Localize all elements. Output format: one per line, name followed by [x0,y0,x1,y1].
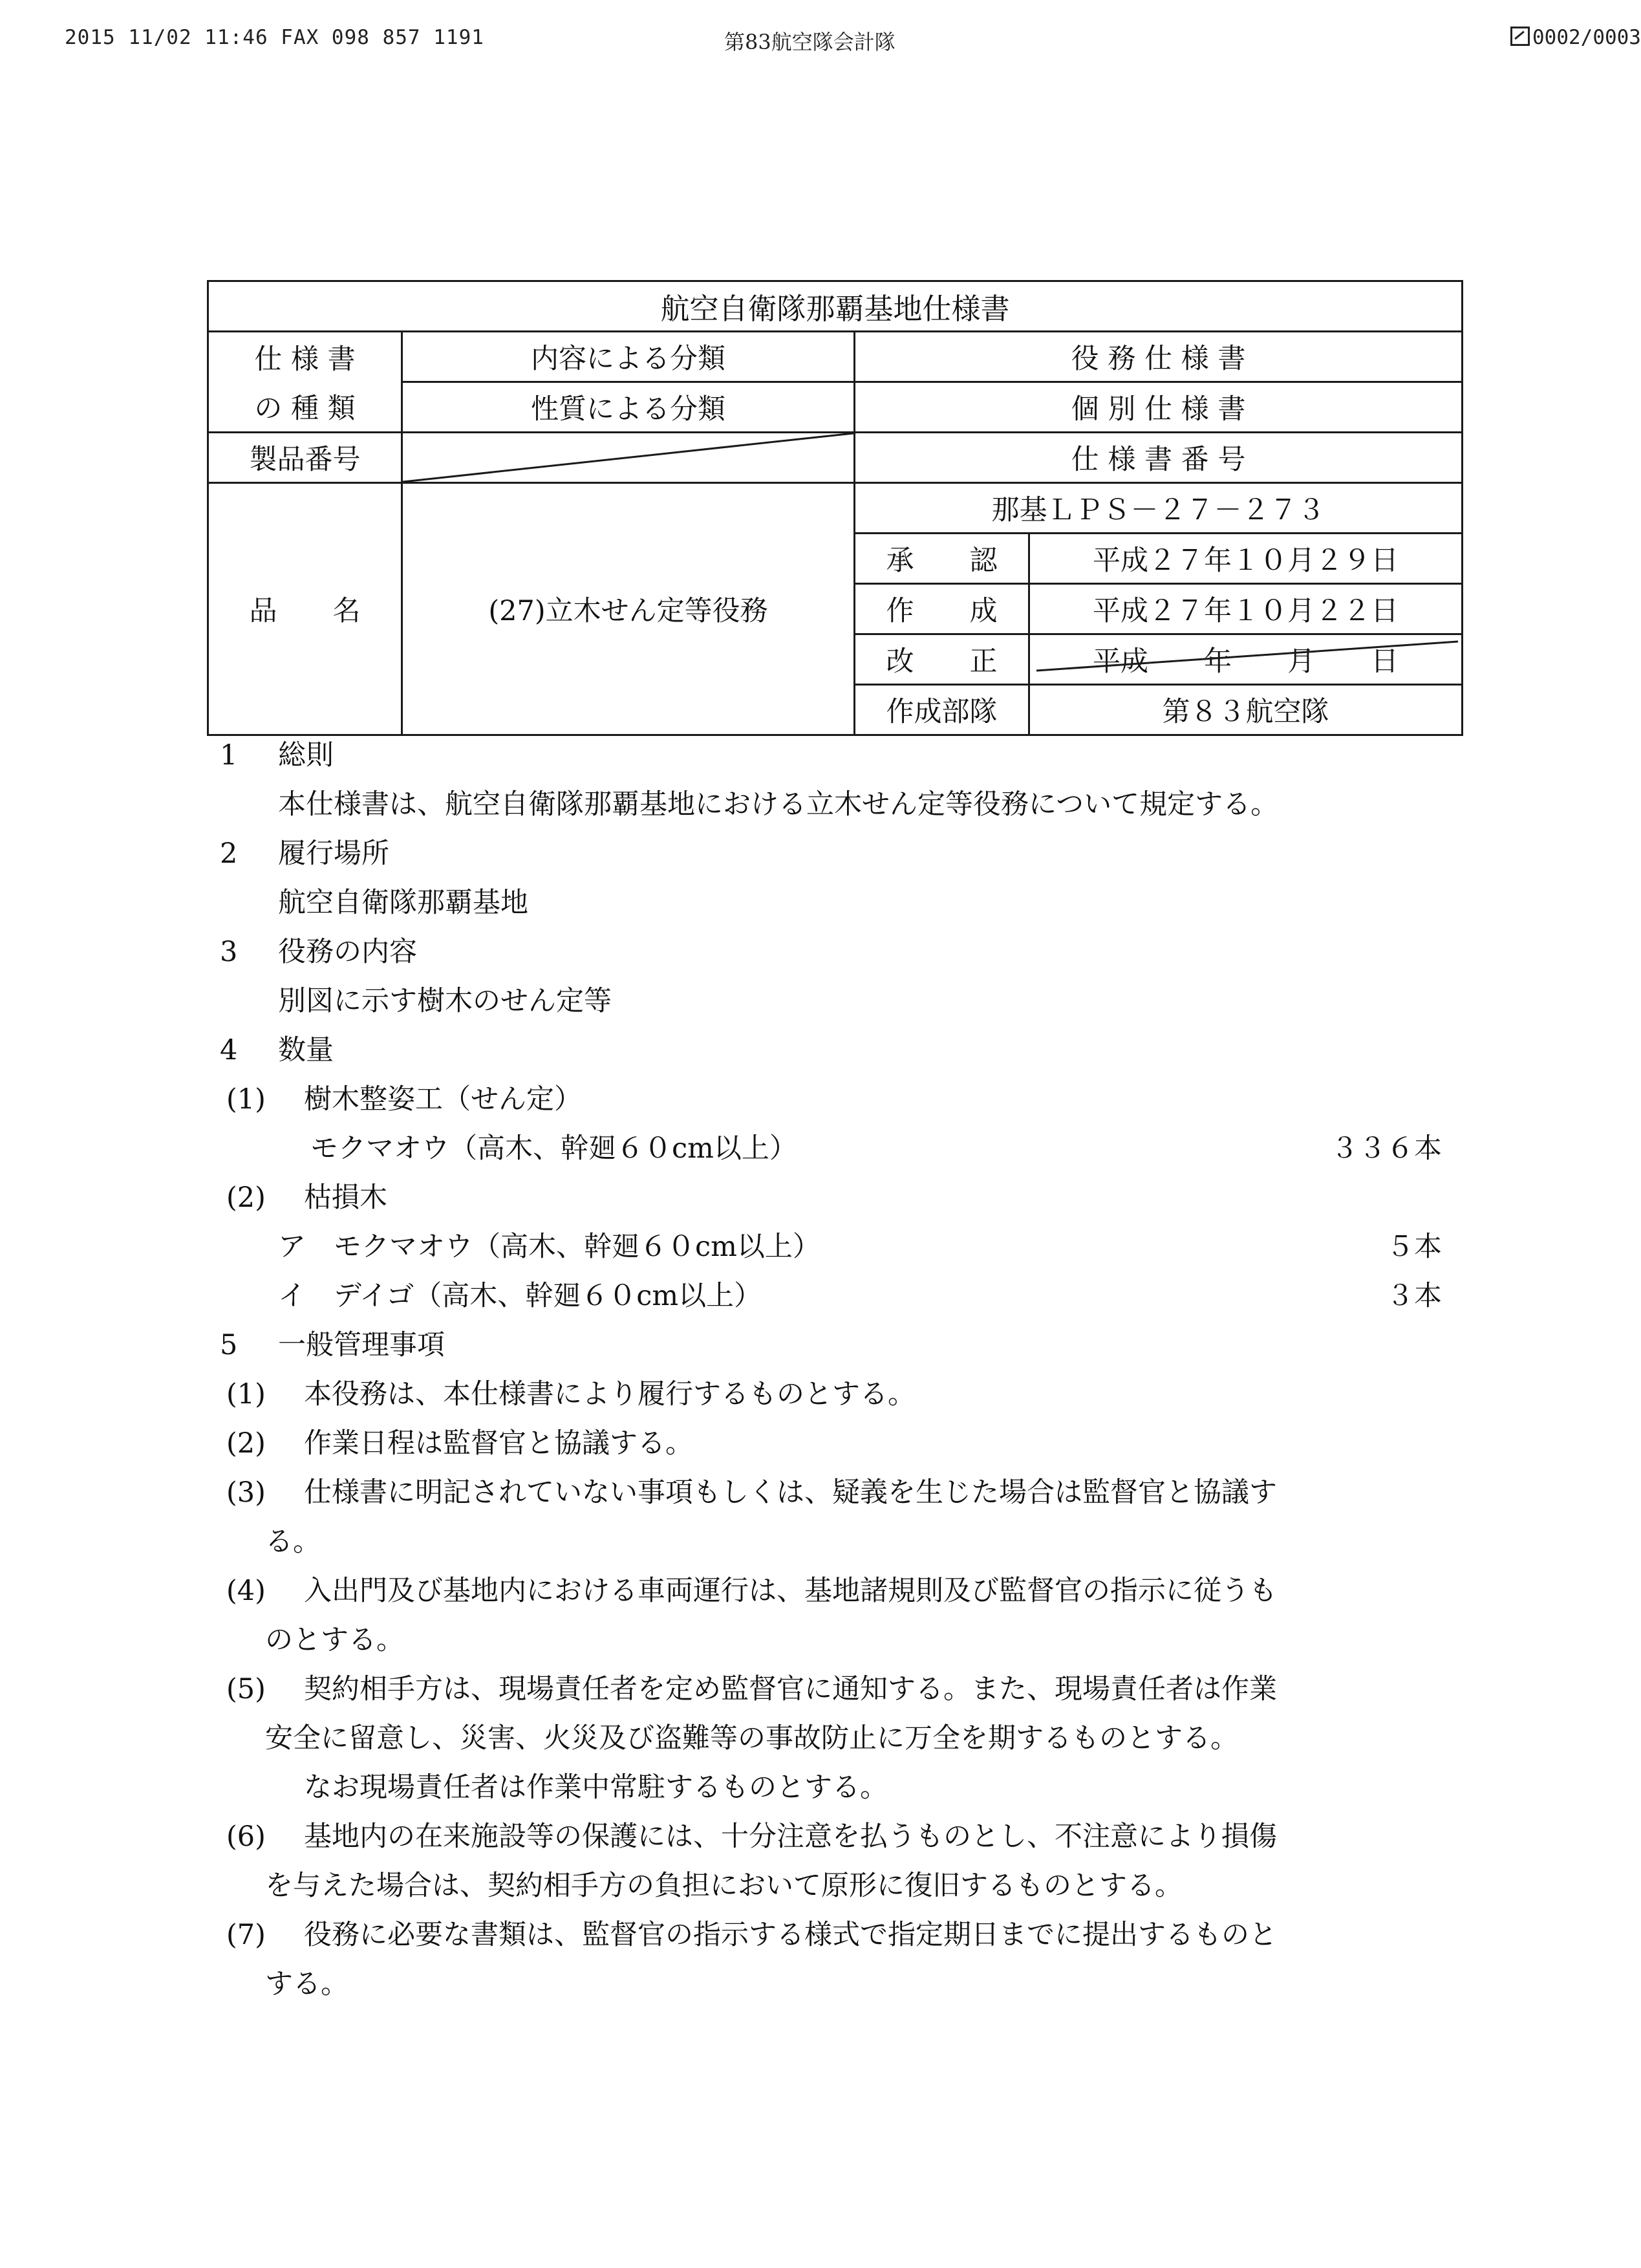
type-label-line1: 仕 様 書 [208,332,402,382]
section-5-item-7-cont [213,1960,1474,2009]
item-title: 樹木整姿工（せん定） [304,1083,582,1116]
item-qty: ５本 [1386,1231,1442,1263]
section-2-heading [213,829,1474,878]
spec-title: 航空自衛隊那覇基地仕様書 [208,281,1463,332]
section-text: 航空自衛隊那覇基地 [278,887,528,919]
item-number: (1) [226,1083,266,1116]
fax-header [65,26,1641,58]
section-5-item-4-cont [213,1615,1474,1665]
unit-value: 第８３航空隊 [1029,685,1463,735]
product-number-label: 製品番号 [208,433,402,483]
item-text-note: なお現場責任者は作業中常駐するものとする。 [304,1771,888,1804]
section-5-item-5-cont [213,1714,1474,1763]
spec-number-label: 仕 様 書 番 号 [855,433,1463,483]
revised-label: 改 正 [855,634,1029,685]
section-4-item-2b-row [213,1271,1474,1321]
section-number: 2 [220,837,238,870]
section-4-item-2 [213,1173,1474,1222]
product-number-value [402,433,855,483]
section-5-item-3 [213,1468,1474,1517]
section-title: 履行場所 [278,837,389,870]
item-number: (5) [226,1673,266,1705]
section-title: 総則 [278,739,334,772]
section-number: 5 [220,1329,238,1361]
created-label: 作 成 [855,584,1029,634]
item-number: (2) [226,1427,266,1460]
revised-strike [1030,635,1461,684]
spec-body [213,731,1474,2009]
item-desc: イ デイゴ（高木、幹廻６０cm以上） [278,1280,762,1312]
page-box-icon [1510,27,1530,46]
created-value: 平成２７年１０月２２日 [1029,584,1463,634]
diagonal-strike [403,433,853,482]
fax-datetime-number: 2015 11/02 11:46 FAX 098 857 1191 [65,26,484,49]
item-number: (4) [226,1575,266,1607]
section-title: 一般管理事項 [278,1329,445,1361]
approved-value: 平成２７年１０月２９日 [1029,534,1463,584]
section-title: 役務の内容 [278,936,417,968]
section-4-item-1-row [213,1124,1474,1173]
unit-label: 作成部隊 [855,685,1029,735]
section-4-item-2a-row [213,1222,1474,1271]
section-title: 数量 [278,1034,334,1066]
item-number: (2) [226,1182,266,1214]
item-desc: ア モクマオウ（高木、幹廻６０cm以上） [278,1231,820,1263]
item-title: 枯損木 [304,1182,387,1214]
item-text: 基地内の在来施設等の保護には、十分注意を払うものとし、不注意により損傷 [304,1820,1277,1853]
section-5-item-5 [213,1665,1474,1714]
item-text-cont: する。 [265,1968,349,2000]
section-number: 3 [220,936,238,968]
item-qty: ３３６本 [1331,1132,1442,1165]
section-text: 本仕様書は、航空自衛隊那覇基地における立木せん定等役務について規定する。 [278,788,1279,821]
section-5-item-4 [213,1566,1474,1615]
type-label-line2: の 種 類 [208,382,402,433]
item-name-value: (27)立木せん定等役務 [402,483,855,735]
section-5-heading [213,1321,1474,1370]
item-text-cont: のとする。 [265,1624,404,1656]
content-class-value: 役 務 仕 様 書 [855,332,1463,382]
item-number: (6) [226,1820,266,1853]
section-5-item-7 [213,1910,1474,1960]
item-number: (1) [226,1378,266,1410]
section-2-text [213,878,1474,927]
section-4-heading [213,1026,1474,1075]
item-text-cont: 安全に留意し、災害、火災及び盗難等の事故防止に万全を期するものとする。 [265,1722,1238,1755]
item-qty: ３本 [1386,1280,1442,1312]
section-number: 4 [220,1034,238,1066]
section-5-item-6 [213,1812,1474,1861]
fax-page-number: 0002/0003 [1532,26,1641,49]
section-4-item-1 [213,1075,1474,1124]
content-class-label: 内容による分類 [402,332,855,382]
item-text: 本役務は、本仕様書により履行するものとする。 [304,1378,916,1410]
revised-value: 平成 年 月 日 [1093,645,1399,678]
item-name-label: 品 名 [208,483,402,735]
section-5-item-1 [213,1370,1474,1419]
section-3-text [213,977,1474,1026]
item-text: 役務に必要な書類は、監督官の指示する様式で指定期日までに提出するものと [304,1919,1277,1951]
fax-page [1510,26,1641,49]
item-number: (3) [226,1476,266,1509]
spec-table [207,280,1463,736]
approved-label: 承 認 [855,534,1029,584]
item-text-cont: を与えた場合は、契約相手方の負担において原形に復旧するものとする。 [265,1870,1183,1902]
section-5-item-6-cont [213,1861,1474,1910]
section-3-heading [213,927,1474,977]
section-1-text [213,780,1474,829]
section-1-heading [213,731,1474,780]
fax-sender: 第83航空隊会計隊 [724,30,896,54]
item-desc: モクマオウ（高木、幹廻６０cm以上） [310,1132,797,1165]
item-number: (7) [226,1919,266,1951]
nature-class-label: 性質による分類 [402,382,855,433]
section-5-item-5-note [213,1763,1474,1812]
item-text-cont: る。 [265,1526,321,1558]
item-text: 作業日程は監督官と協議する。 [304,1427,693,1460]
section-5-item-3-cont [213,1517,1474,1566]
nature-class-value: 個 別 仕 様 書 [855,382,1463,433]
item-text: 契約相手方は、現場責任者を定め監督官に通知する。また、現場責任者は作業 [304,1673,1277,1705]
item-text: 入出門及び基地内における車両運行は、基地諸規則及び監督官の指示に従うも [304,1575,1277,1607]
spec-number-value: 那基ＬＰＳ－２７－２７３ [855,483,1463,534]
revised-value-cell [1029,634,1463,685]
section-number: 1 [220,739,238,772]
item-text: 仕様書に明記されていない事項もしくは、疑義を生じた場合は監督官と協議す [304,1476,1277,1509]
section-5-item-2 [213,1419,1474,1468]
section-text: 別図に示す樹木のせん定等 [278,985,612,1017]
